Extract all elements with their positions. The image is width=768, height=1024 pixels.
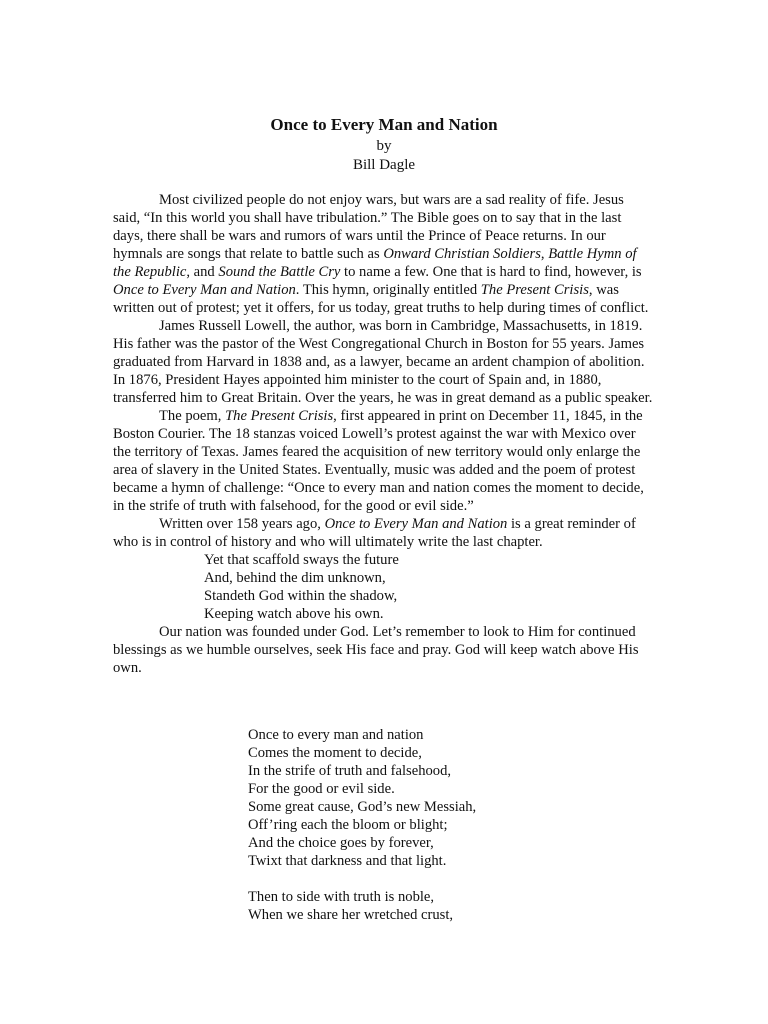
closing-paragraph: Our nation was founded under God. Let’s remember to look to Him for continued blessings as we humble ourselves, seek His face and pray. God will keep watch above His own. bbox=[113, 624, 639, 676]
body-paragraph bbox=[113, 191, 653, 317]
hymn-line: Then to side with truth is noble, bbox=[248, 889, 435, 905]
hymn-line: Comes the moment to decide, bbox=[248, 745, 422, 761]
document-body bbox=[113, 191, 653, 677]
paragraph-text: , and bbox=[186, 264, 219, 280]
paragraph-text: , first appeared in print on December 11, 1845, in the Boston Courier. The 18 stanzas voiced Lowell’s protest against the war with Mexico over the territory of Texas. James feared the acquisition of new territory would only enlarge the area of slavery in the United States. Eventually, music was added and the poem of protest became a hymn of challenge: “Once to every man and nation comes the moment to decide, in the strife of truth with falsehood, for the good or evil side.” bbox=[113, 408, 644, 514]
italic-title-text: Once to Every Man and Nation bbox=[324, 516, 508, 532]
italic-title-text: The Present Crisis bbox=[480, 282, 589, 298]
paragraph-text: Most civilized people do not enjoy wars, but wars are a sad reality of fife. Jesus said, “In this world you shall have tribulation.” The Bible goes on to say that in the last days, there shall be wars and rumors of wars until the Prince of Peace returns. In our hymnals are songs that relate to battle such as bbox=[113, 192, 624, 262]
hymn-line: In the strife of truth and falsehood, bbox=[248, 763, 452, 779]
paragraph-text: . This hymn, originally entitled bbox=[295, 282, 481, 298]
paragraph-text: is a great reminder of who is in control of history and who will ultimately write the last chapter. bbox=[113, 516, 636, 550]
italic-title-text: Once to Every Man and Nation bbox=[113, 282, 296, 298]
byline-by: by bbox=[376, 138, 392, 154]
hymn-line: Off’ring each the bloom or blight; bbox=[248, 817, 448, 833]
body-paragraph bbox=[113, 317, 653, 407]
paragraph-text: , was written out of protest; yet it offers, for us today, great truths to help during times of conflict. bbox=[113, 282, 649, 316]
hymn-line: For the good or evil side. bbox=[248, 781, 395, 797]
paragraph-text: , bbox=[540, 246, 549, 262]
poem-line: And, behind the dim unknown, bbox=[204, 570, 386, 586]
hymn-lyrics bbox=[248, 726, 668, 924]
poem-line: Yet that scaffold sways the future bbox=[204, 552, 399, 568]
italic-title-text: Battle Hymn of the Republic bbox=[113, 246, 637, 280]
italic-title-text: Sound the Battle Cry bbox=[218, 264, 341, 280]
author-name: Bill Dagle bbox=[352, 157, 416, 173]
poem-line: Standeth God within the shadow, bbox=[204, 588, 398, 604]
inline-poem-quote bbox=[113, 551, 653, 623]
hymn-line: Once to every man and nation bbox=[248, 727, 424, 743]
italic-title-text: The Present Crisis bbox=[225, 408, 334, 424]
hymn-stanza bbox=[248, 888, 668, 924]
document-title: Once to Every Man and Nation bbox=[270, 115, 498, 134]
paragraph-text: to name a few. One that is hard to find, however, is bbox=[340, 264, 642, 280]
italic-title-text: Onward Christian Soldiers bbox=[383, 246, 541, 262]
body-paragraph bbox=[113, 407, 653, 515]
hymn-stanza bbox=[248, 726, 668, 870]
paragraph-text: Written over 158 years ago, bbox=[159, 516, 325, 532]
paragraph-text: The poem, bbox=[159, 408, 226, 424]
hymn-line: Some great cause, God’s new Messiah, bbox=[248, 799, 477, 815]
body-paragraphs bbox=[113, 191, 653, 551]
hymn-line: And the choice goes by forever, bbox=[248, 835, 434, 851]
body-paragraph bbox=[113, 515, 653, 551]
poem-line: Keeping watch above his own. bbox=[204, 606, 384, 622]
paragraph-text: James Russell Lowell, the author, was born in Cambridge, Massachusetts, in 1819. His father was the pastor of the West Congregational Church in Boston for 55 years. James graduated from Harvard in 1838 and, as a lawyer, became an ardent champion of abolition. In 1876, President Hayes appointed him minister to the court of Spain and, in 1880, transferred him to Great Britain. Over the years, he was in great demand as a public speaker. bbox=[113, 318, 653, 406]
hymn-line: Twixt that darkness and that light. bbox=[248, 853, 447, 869]
hymn-line: When we share her wretched crust, bbox=[248, 907, 454, 923]
